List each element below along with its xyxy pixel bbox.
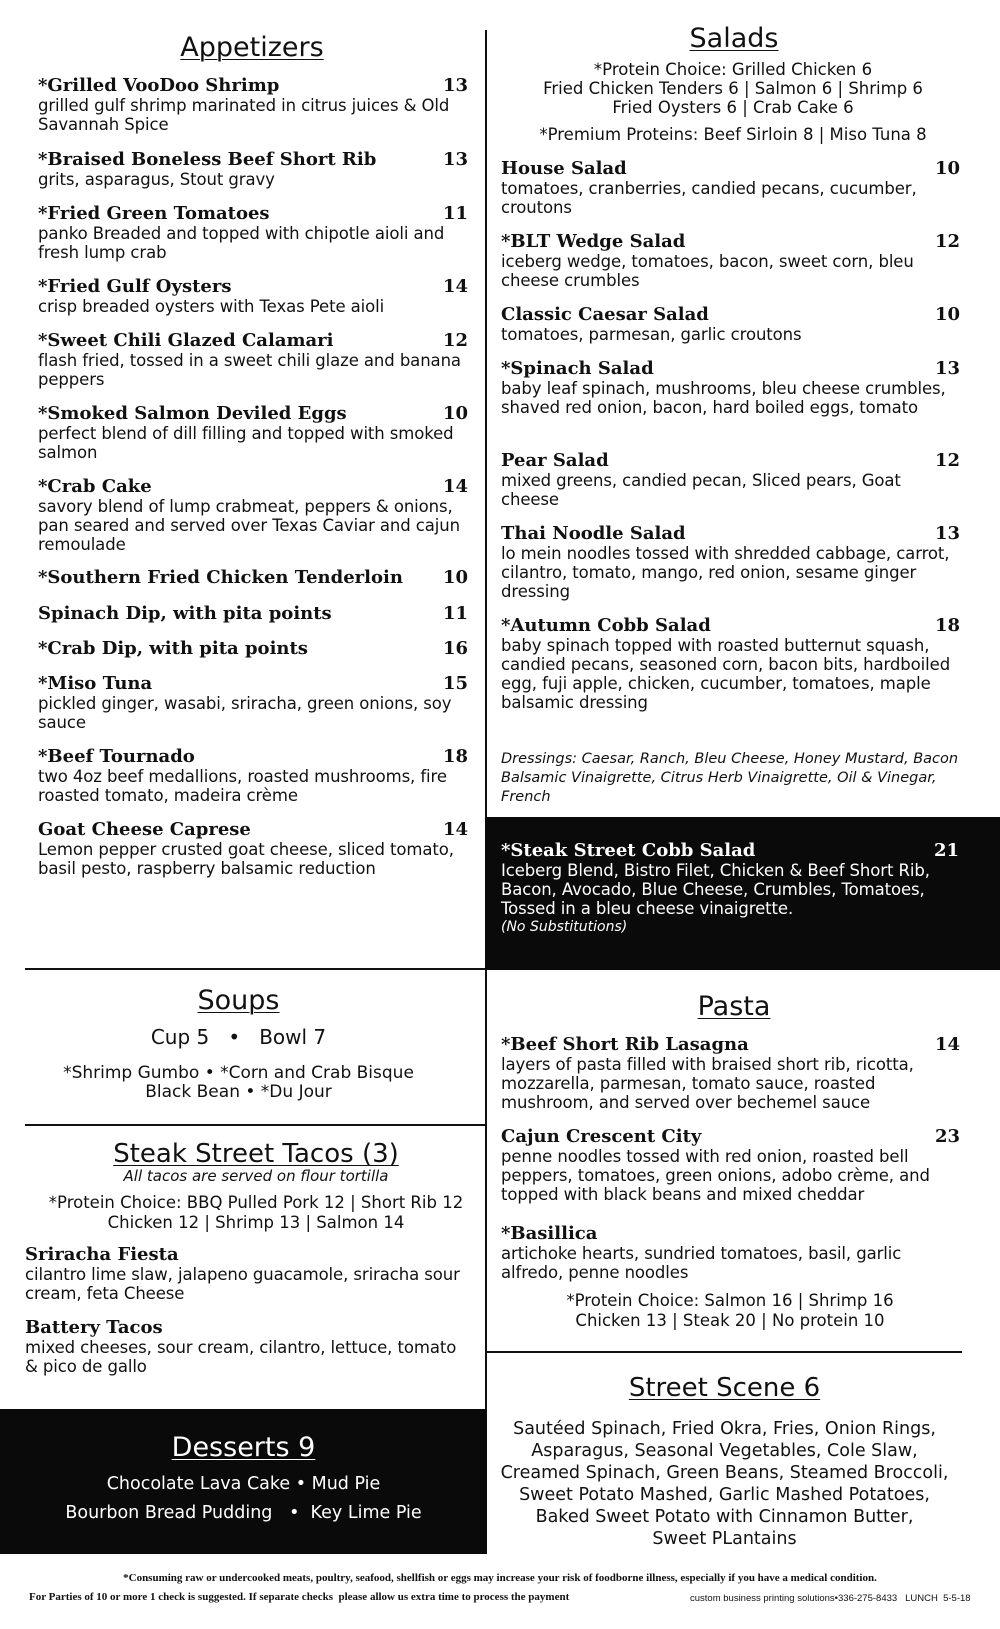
street-scene-line: Baked Sweet Potato with Cinnamon Butter, bbox=[535, 1507, 914, 1527]
street-scene-line: Sweet Potato Mashed, Garlic Mashed Potatoes, bbox=[519, 1485, 930, 1505]
dish-name: *BLT Wedge Salad bbox=[501, 231, 686, 252]
dish-description: grits, asparagus, Stout gravy bbox=[38, 170, 275, 189]
dish-name: *Beef Tournado bbox=[38, 746, 195, 767]
dish-description: perfect blend of dill filling and topped with smoked salmon bbox=[38, 424, 454, 462]
dish-price: 14 bbox=[442, 476, 468, 497]
dish-name: *Spinach Salad bbox=[501, 358, 654, 379]
dish-price: 12 bbox=[934, 231, 960, 252]
dish-name: *Grilled VooDoo Shrimp bbox=[38, 75, 280, 96]
dish-price: 13 bbox=[934, 358, 960, 379]
dish-price: 16 bbox=[442, 638, 468, 659]
dish-description: two 4oz beef medallions, roasted mushrooms, fire roasted tomato, madeira crème bbox=[38, 767, 447, 805]
dish-price: 21 bbox=[933, 840, 959, 861]
dish-price: 12 bbox=[934, 450, 960, 471]
appetizer-item bbox=[38, 150, 468, 189]
pasta-title: Pasta bbox=[697, 991, 771, 1022]
salads-protein-line: Fried Chicken Tenders 6 | Salmon 6 | Shrimp 6 bbox=[543, 79, 923, 98]
dish-description: penne noodles tossed with red onion, roasted bell peppers, tomatoes, green onions, adobo crème, and topped with black beans and mixed cheddar bbox=[501, 1147, 930, 1204]
soup-list-line: *Shrimp Gumbo • *Corn and Crab Bisque bbox=[63, 1063, 414, 1083]
dish-name: *Steak Street Cobb Salad bbox=[501, 840, 756, 861]
tacos-protein-line: *Protein Choice: BBQ Pulled Pork 12 | Short Rib 12 bbox=[48, 1193, 464, 1212]
dish-description: tomatoes, cranberries, candied pecans, cucumber, croutons bbox=[501, 179, 917, 217]
tacos-protein-line: Chicken 12 | Shrimp 13 | Salmon 14 bbox=[107, 1213, 405, 1232]
salad-item bbox=[501, 359, 960, 417]
dish-description: grilled gulf shrimp marinated in citrus juices & Old Savannah Spice bbox=[38, 96, 450, 134]
taco-item bbox=[25, 1318, 470, 1376]
desserts-line: Chocolate Lava Cake • Mud Pie bbox=[106, 1474, 381, 1494]
dish-price: 23 bbox=[934, 1126, 960, 1147]
tacos-subtitle: All tacos are served on flour tortilla bbox=[123, 1167, 389, 1185]
dish-price: 10 bbox=[934, 304, 960, 325]
dish-description: artichoke hearts, sundried tomatoes, basil, garlic alfredo, penne noodles bbox=[501, 1244, 902, 1282]
pasta-item bbox=[501, 1127, 960, 1204]
foodborne-warning: *Consuming raw or undercooked meats, poultry, seafood, shellfish or eggs may increase your risk of foodborne illness, especially if you have a medical condition. bbox=[123, 1572, 877, 1584]
dish-description: pickled ginger, wasabi, sriracha, green onions, soy sauce bbox=[38, 694, 452, 732]
dish-name: Thai Noodle Salad bbox=[501, 523, 686, 544]
horizontal-divider-soups bbox=[25, 1124, 487, 1126]
dish-description: baby leaf spinach, mushrooms, bleu cheese crumbles, shaved red onion, bacon, hard boiled eggs, tomato bbox=[501, 379, 946, 417]
dish-price: 18 bbox=[442, 746, 468, 767]
dish-price: 13 bbox=[442, 75, 468, 96]
dish-price: 15 bbox=[442, 673, 468, 694]
dish-name: *Southern Fried Chicken Tenderloin bbox=[38, 567, 403, 588]
dish-description: cilantro lime slaw, jalapeno guacamole, sriracha sour cream, feta Cheese bbox=[25, 1265, 460, 1303]
dish-price: 13 bbox=[442, 149, 468, 170]
dish-name: *Sweet Chili Glazed Calamari bbox=[38, 330, 334, 351]
salad-item bbox=[501, 451, 960, 509]
salad-item bbox=[501, 159, 960, 217]
dish-price: 12 bbox=[442, 330, 468, 351]
dish-price: 14 bbox=[934, 1034, 960, 1055]
dish-price: 10 bbox=[442, 403, 468, 424]
pasta-item bbox=[501, 1035, 960, 1112]
dish-name: *Miso Tuna bbox=[38, 673, 153, 694]
dish-description: iceberg wedge, tomatoes, bacon, sweet corn, bleu cheese crumbles bbox=[501, 252, 914, 290]
appetizer-item bbox=[38, 76, 468, 134]
street-scene-line: Sautéed Spinach, Fried Okra, Fries, Onion Rings, bbox=[513, 1419, 936, 1439]
taco-item bbox=[25, 1245, 470, 1303]
soup-list-line: Black Bean • *Du Jour bbox=[145, 1082, 332, 1102]
dish-description: Lemon pepper crusted goat cheese, sliced tomato, basil pesto, raspberry balsamic reduction bbox=[38, 840, 454, 878]
appetizer-item bbox=[38, 820, 468, 878]
horizontal-divider-appetizers bbox=[25, 968, 487, 970]
appetizer-item bbox=[38, 568, 468, 588]
pasta-protein-line: Chicken 13 | Steak 20 | No protein 10 bbox=[575, 1311, 885, 1330]
dish-description: baby spinach topped with roasted butternut squash, candied pecans, seasoned corn, bacon bits, hardboiled egg, fuji apple, chicken, cucumber, tomatoes, maple balsamic dressing bbox=[501, 636, 951, 712]
dish-name: House Salad bbox=[501, 158, 627, 179]
appetizer-item bbox=[38, 404, 468, 462]
dish-description: savory blend of lump crabmeat, peppers & onions, pan seared and served over Texas Caviar and cajun remoulade bbox=[38, 497, 460, 554]
dish-name: Cajun Crescent City bbox=[501, 1126, 702, 1147]
appetizer-item bbox=[38, 331, 468, 389]
cobb-note: (No Substitutions) bbox=[501, 919, 628, 935]
appetizer-item bbox=[38, 674, 468, 732]
street-scene-line: Creamed Spinach, Green Beans, Steamed Broccoli, bbox=[500, 1463, 949, 1483]
dish-name: Classic Caesar Salad bbox=[501, 304, 709, 325]
desserts-title: Desserts 9 bbox=[171, 1432, 316, 1463]
dish-name: *Fried Gulf Oysters bbox=[38, 276, 232, 297]
dish-name: *Autumn Cobb Salad bbox=[501, 615, 711, 636]
salad-dressings: Dressings: Caesar, Ranch, Bleu Cheese, Honey Mustard, Bacon Balsamic Vinaigrette, Citrus Herb Vinaigrette, Oil & Vinegar, French bbox=[501, 751, 959, 805]
dish-name: *Smoked Salmon Deviled Eggs bbox=[38, 403, 347, 424]
soup-sizes: Cup 5 • Bowl 7 bbox=[150, 1025, 327, 1049]
desserts-line: Bourbon Bread Pudding • Key Lime Pie bbox=[65, 1503, 422, 1523]
tacos-title: Steak Street Tacos (3) bbox=[113, 1139, 399, 1169]
dish-description: mixed greens, candied pecan, Sliced pears, Goat cheese bbox=[501, 471, 901, 509]
dish-description: flash fried, tossed in a sweet chili glaze and banana peppers bbox=[38, 351, 461, 389]
street-scene-title: Street Scene 6 bbox=[628, 1373, 821, 1403]
dish-price: 11 bbox=[442, 603, 468, 624]
salads-title: Salads bbox=[689, 23, 779, 54]
printer-credit: custom business printing solutions•336-275-8433 LUNCH 5-5-18 bbox=[690, 1593, 971, 1604]
appetizer-item bbox=[38, 604, 468, 624]
dish-description: panko Breaded and topped with chipotle aioli and fresh lump crab bbox=[38, 224, 445, 262]
dish-price: 10 bbox=[442, 567, 468, 588]
street-scene-line: Asparagus, Seasonal Vegetables, Cole Slaw, bbox=[531, 1441, 918, 1461]
dish-name: *Crab Cake bbox=[38, 476, 152, 497]
appetizers-title: Appetizers bbox=[180, 32, 324, 63]
dish-name: Sriracha Fiesta bbox=[25, 1244, 179, 1265]
horizontal-divider-pasta bbox=[487, 1351, 962, 1353]
dish-description: crisp breaded oysters with Texas Pete aioli bbox=[38, 297, 385, 316]
street-scene-line: Sweet PLantains bbox=[652, 1529, 797, 1549]
dish-name: *Beef Short Rib Lasagna bbox=[501, 1034, 749, 1055]
dish-description: mixed cheeses, sour cream, cilantro, lettuce, tomato & pico de gallo bbox=[25, 1338, 457, 1376]
vertical-divider-bottom bbox=[485, 970, 487, 1410]
salads-protein-line: *Protein Choice: Grilled Chicken 6 bbox=[593, 60, 873, 79]
appetizer-item bbox=[38, 477, 468, 554]
appetizer-item bbox=[38, 747, 468, 805]
party-check-note: For Parties of 10 or more 1 check is suggested. If separate checks please allow us extra time to process the payment bbox=[29, 1591, 570, 1603]
dish-name: Pear Salad bbox=[501, 450, 609, 471]
dish-name: Spinach Dip, with pita points bbox=[38, 603, 332, 624]
appetizer-item bbox=[38, 639, 468, 659]
pasta-protein-line: *Protein Choice: Salmon 16 | Shrimp 16 bbox=[566, 1291, 894, 1310]
dish-name: Goat Cheese Caprese bbox=[38, 819, 251, 840]
dish-price: 14 bbox=[442, 819, 468, 840]
dish-name: *Crab Dip, with pita points bbox=[38, 638, 308, 659]
dish-name: *Basillica bbox=[501, 1223, 598, 1244]
dish-name: *Braised Boneless Beef Short Rib bbox=[38, 149, 377, 170]
salads-premium-proteins: *Premium Proteins: Beef Sirloin 8 | Miso Tuna 8 bbox=[539, 125, 927, 144]
salad-item bbox=[501, 232, 960, 290]
dish-description: tomatoes, parmesan, garlic croutons bbox=[501, 325, 802, 344]
salad-item bbox=[501, 305, 960, 344]
dish-price: 13 bbox=[934, 523, 960, 544]
dish-price: 11 bbox=[442, 203, 468, 224]
dish-name: Battery Tacos bbox=[25, 1317, 163, 1338]
dish-price: 10 bbox=[934, 158, 960, 179]
dish-description: layers of pasta filled with braised short rib, ricotta, mozzarella, parmesan, tomato sauce, roasted mushroom, and served over bechemel sauce bbox=[501, 1055, 914, 1112]
desserts-box bbox=[0, 1409, 487, 1554]
dish-price: 18 bbox=[934, 615, 960, 636]
cobb-salad-box bbox=[485, 817, 1000, 970]
dish-description: lo mein noodles tossed with shredded cabbage, carrot, cilantro, tomato, mango, red onion, sesame ginger dressing bbox=[501, 544, 950, 601]
dish-description: Iceberg Blend, Bistro Filet, Chicken & Beef Short Rib, Bacon, Avocado, Blue Cheese, Crumbles, Tomatoes, Tossed in a bleu cheese vinaigrette. bbox=[501, 861, 930, 918]
appetizer-item bbox=[38, 277, 468, 316]
appetizer-item bbox=[38, 204, 468, 262]
dish-name: *Fried Green Tomatoes bbox=[38, 203, 270, 224]
soups-title: Soups bbox=[197, 985, 280, 1016]
salad-item bbox=[501, 524, 960, 601]
salads-protein-line: Fried Oysters 6 | Crab Cake 6 bbox=[612, 98, 854, 117]
dish-price: 14 bbox=[442, 276, 468, 297]
pasta-item bbox=[501, 1224, 960, 1282]
salad-item bbox=[501, 616, 960, 712]
